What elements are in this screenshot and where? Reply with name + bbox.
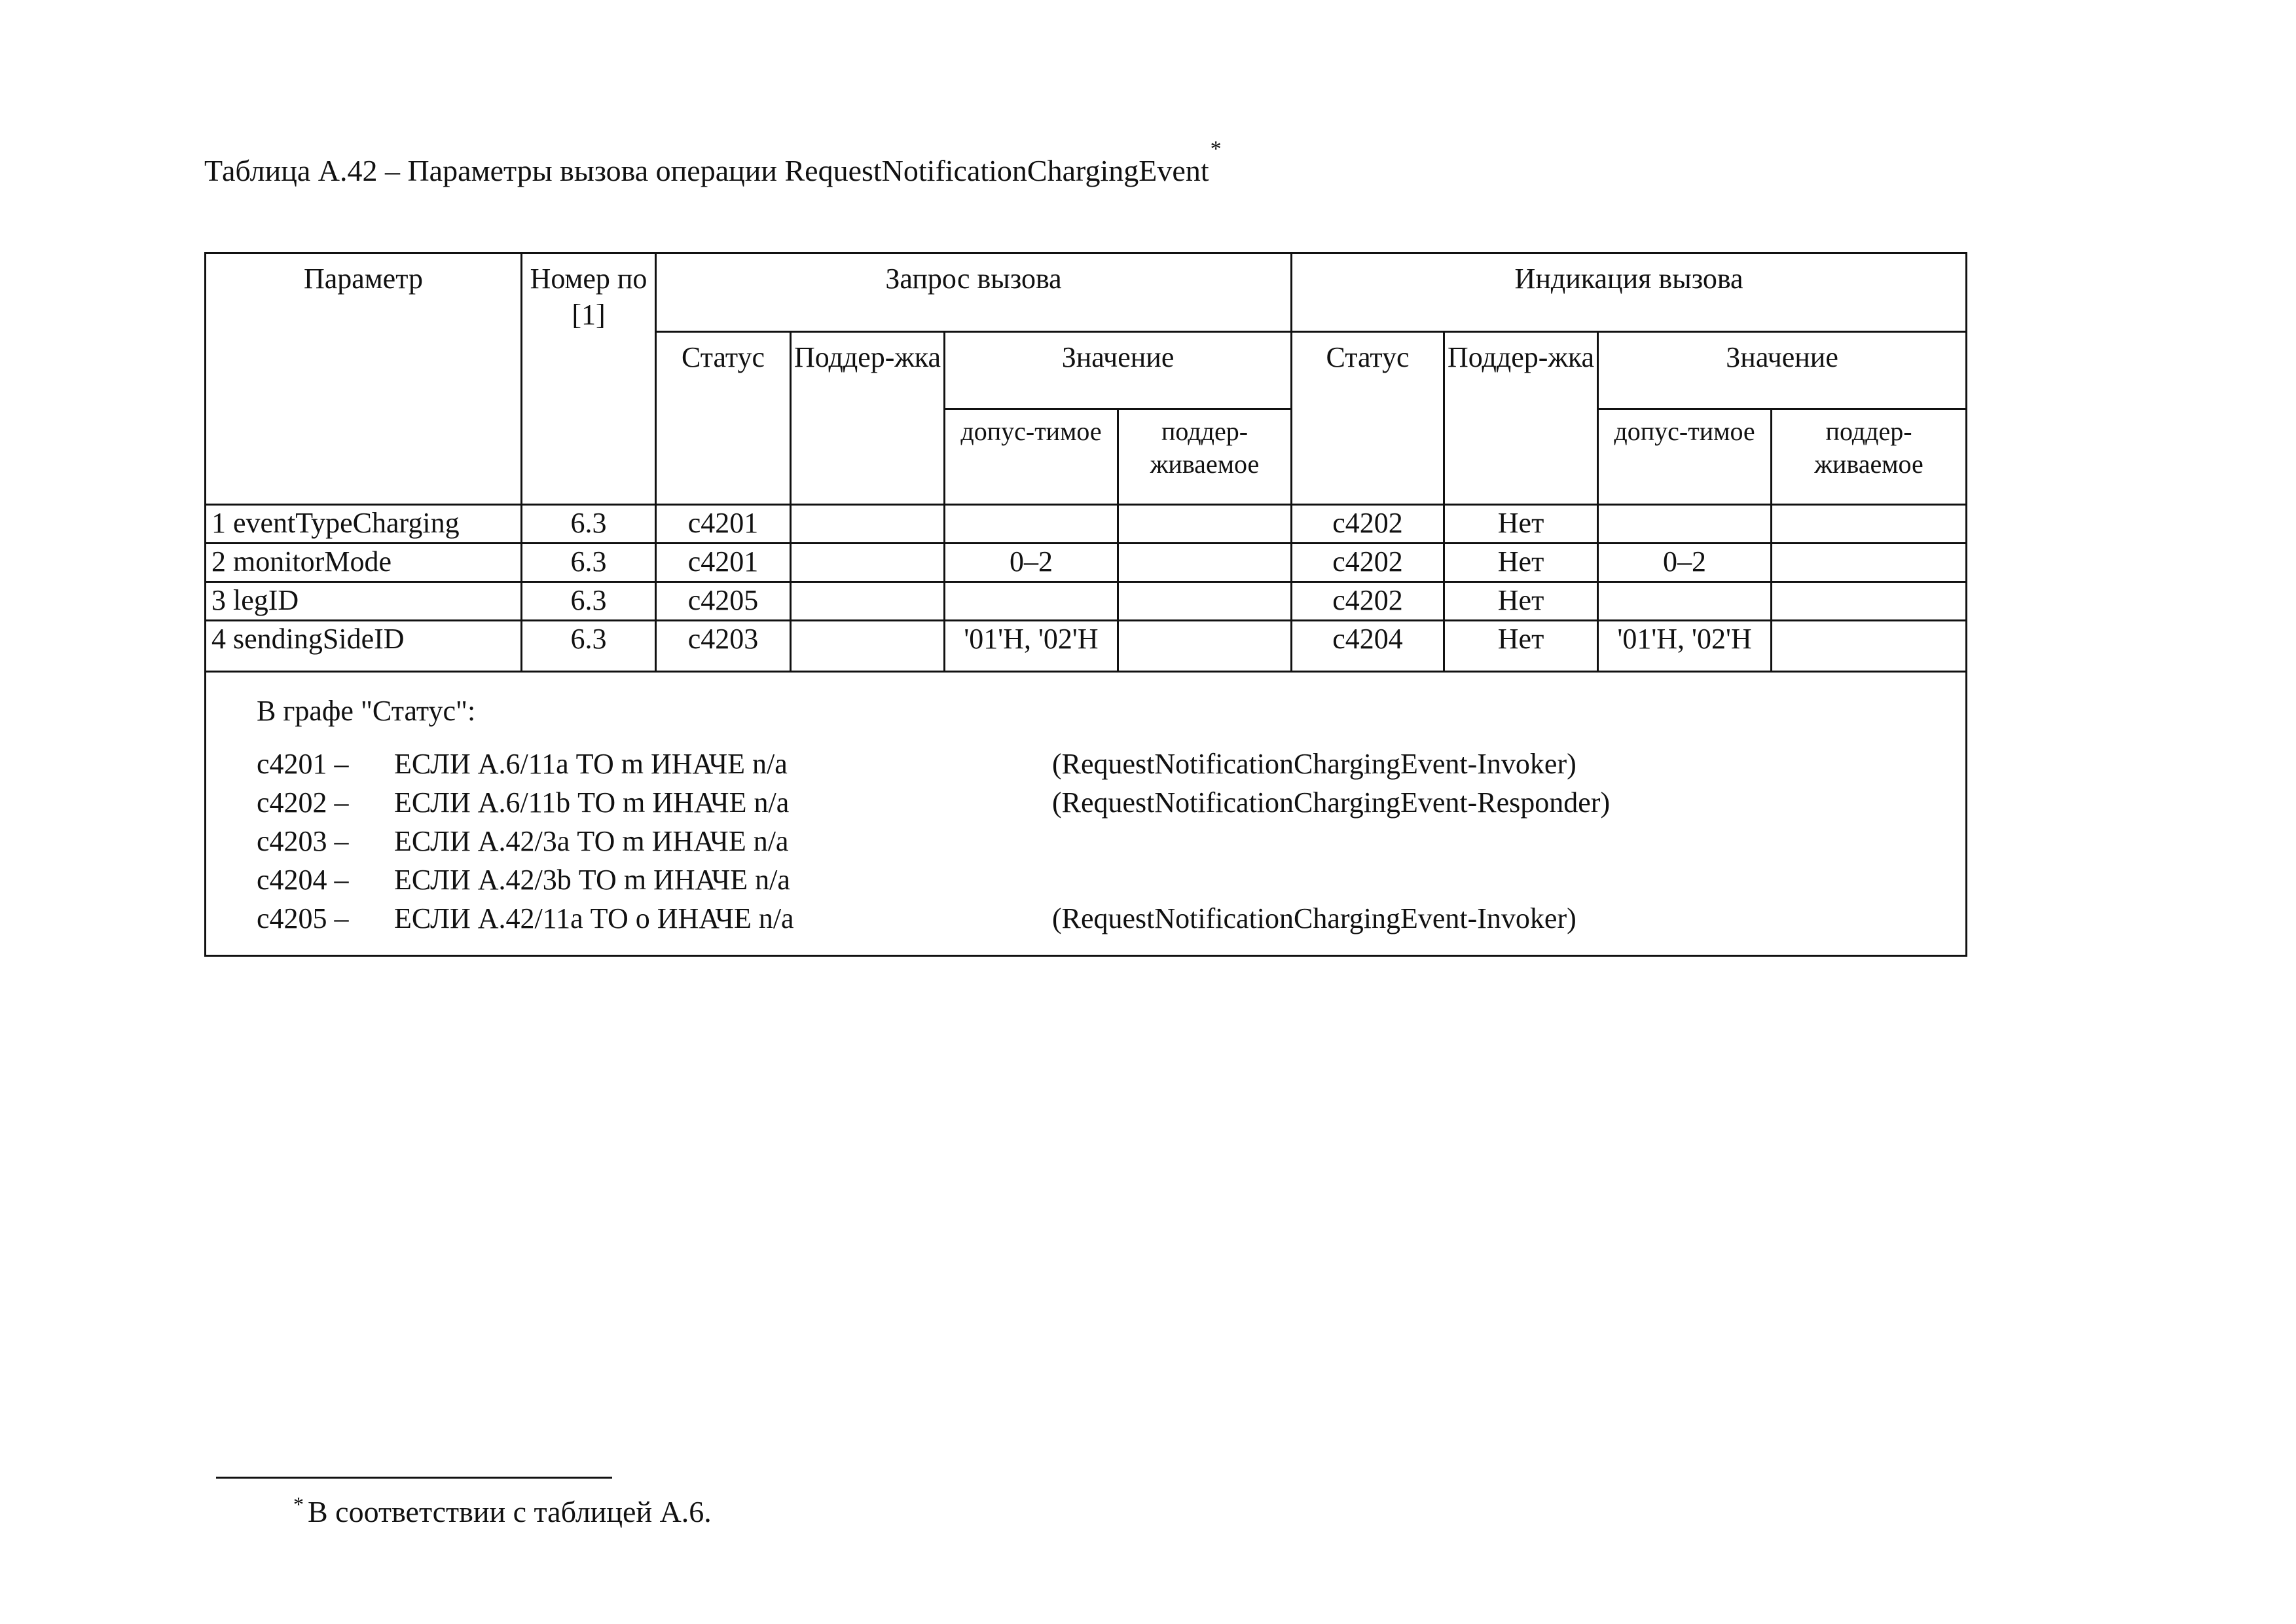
note-line xyxy=(257,899,1965,938)
note-condition: ЕСЛИ A.6/11a ТО m ИНАЧЕ n/a xyxy=(394,748,788,780)
header-number: Номер по [1] xyxy=(522,253,656,505)
cell-parameter: 1 eventTypeCharging xyxy=(206,505,522,544)
cell-request-allowed: 0–2 xyxy=(945,544,1118,582)
cell-request-status: c4201 xyxy=(656,544,791,582)
note-code: c4203 – xyxy=(257,825,349,857)
note-role: (RequestNotificationChargingEvent-Invoker) xyxy=(1052,902,1576,934)
cell-indication-support: Нет xyxy=(1444,582,1598,621)
header-indication-group: Индикация вызова xyxy=(1292,253,1967,332)
note-line xyxy=(257,860,1965,899)
notes-row xyxy=(206,672,1967,956)
cell-indication-supported xyxy=(1772,544,1967,582)
cell-request-support xyxy=(791,505,945,544)
footnote xyxy=(293,1492,712,1528)
cell-request-support xyxy=(791,544,945,582)
header-indication-support: Поддер-жка xyxy=(1444,332,1598,505)
table-row xyxy=(206,505,1967,544)
cell-indication-supported xyxy=(1772,621,1967,672)
header-indication-value: Значение xyxy=(1598,332,1967,409)
note-condition: ЕСЛИ A.42/11a ТО o ИНАЧЕ n/a xyxy=(394,902,794,934)
note-code: c4202 – xyxy=(257,786,349,819)
cell-indication-supported xyxy=(1772,582,1967,621)
cell-request-allowed: '01'H, '02'H xyxy=(945,621,1118,672)
cell-number: 6.3 xyxy=(522,621,656,672)
header-request-value: Значение xyxy=(945,332,1292,409)
cell-indication-support: Нет xyxy=(1444,621,1598,672)
parameters-table xyxy=(204,252,1967,957)
cell-request-status: c4201 xyxy=(656,505,791,544)
cell-indication-status: c4202 xyxy=(1292,505,1444,544)
cell-indication-allowed xyxy=(1598,582,1772,621)
table-caption xyxy=(204,137,1222,187)
note-line xyxy=(257,745,1965,783)
cell-request-allowed xyxy=(945,505,1118,544)
cell-indication-allowed: '01'H, '02'H xyxy=(1598,621,1772,672)
note-role xyxy=(1052,860,1965,899)
caption-footnote-marker: * xyxy=(1210,137,1222,161)
footnote-text: В соответствии с таблицей А.6. xyxy=(308,1495,712,1528)
header-request-support: Поддер-жка xyxy=(791,332,945,505)
notes-title: В графе "Статус": xyxy=(257,695,476,727)
cell-request-support xyxy=(791,582,945,621)
footnote-marker: * xyxy=(293,1492,304,1516)
cell-request-allowed xyxy=(945,582,1118,621)
cell-request-support xyxy=(791,621,945,672)
header-indication-supported: поддер-живаемое xyxy=(1772,409,1967,505)
cell-indication-support: Нет xyxy=(1444,505,1598,544)
header-parameter: Параметр xyxy=(206,253,522,505)
caption-text: Таблица А.42 – Параметры вызова операции RequestNotificationChargingEvent xyxy=(204,154,1209,187)
cell-request-supported xyxy=(1118,505,1292,544)
header-indication-status: Статус xyxy=(1292,332,1444,505)
cell-request-supported xyxy=(1118,621,1292,672)
footnote-separator xyxy=(216,1477,612,1479)
cell-number: 6.3 xyxy=(522,505,656,544)
table-row xyxy=(206,582,1967,621)
note-code: c4201 – xyxy=(257,748,349,780)
cell-indication-supported xyxy=(1772,505,1967,544)
cell-indication-support: Нет xyxy=(1444,544,1598,582)
note-code: c4205 – xyxy=(257,902,349,934)
header-request-status: Статус xyxy=(656,332,791,505)
table-row xyxy=(206,544,1967,582)
cell-parameter: 4 sendingSideID xyxy=(206,621,522,672)
cell-request-supported xyxy=(1118,544,1292,582)
header-request-allowed: допус-тимое xyxy=(945,409,1118,505)
notes-cell xyxy=(206,672,1967,956)
cell-request-status: c4203 xyxy=(656,621,791,672)
cell-indication-status: c4204 xyxy=(1292,621,1444,672)
note-condition: ЕСЛИ A.42/3a ТО m ИНАЧЕ n/a xyxy=(394,825,789,857)
cell-number: 6.3 xyxy=(522,544,656,582)
note-condition: ЕСЛИ A.6/11b ТО m ИНАЧЕ n/a xyxy=(394,786,790,819)
header-request-supported: поддер-живаемое xyxy=(1118,409,1292,505)
note-code: c4204 – xyxy=(257,864,349,896)
header-indication-allowed: допус-тимое xyxy=(1598,409,1772,505)
note-role xyxy=(1052,822,1965,860)
note-line xyxy=(257,822,1965,860)
cell-indication-status: c4202 xyxy=(1292,582,1444,621)
cell-request-status: c4205 xyxy=(656,582,791,621)
note-condition: ЕСЛИ A.42/3b ТО m ИНАЧЕ n/a xyxy=(394,864,790,896)
cell-parameter: 3 legID xyxy=(206,582,522,621)
table-row xyxy=(206,621,1967,672)
header-request-group: Запрос вызова xyxy=(656,253,1292,332)
cell-parameter: 2 monitorMode xyxy=(206,544,522,582)
note-role: (RequestNotificationChargingEvent-Responder) xyxy=(1052,786,1611,819)
note-role: (RequestNotificationChargingEvent-Invoker) xyxy=(1052,748,1576,780)
cell-indication-status: c4202 xyxy=(1292,544,1444,582)
note-line xyxy=(257,783,1965,822)
cell-number: 6.3 xyxy=(522,582,656,621)
cell-indication-allowed xyxy=(1598,505,1772,544)
cell-request-supported xyxy=(1118,582,1292,621)
cell-indication-allowed: 0–2 xyxy=(1598,544,1772,582)
